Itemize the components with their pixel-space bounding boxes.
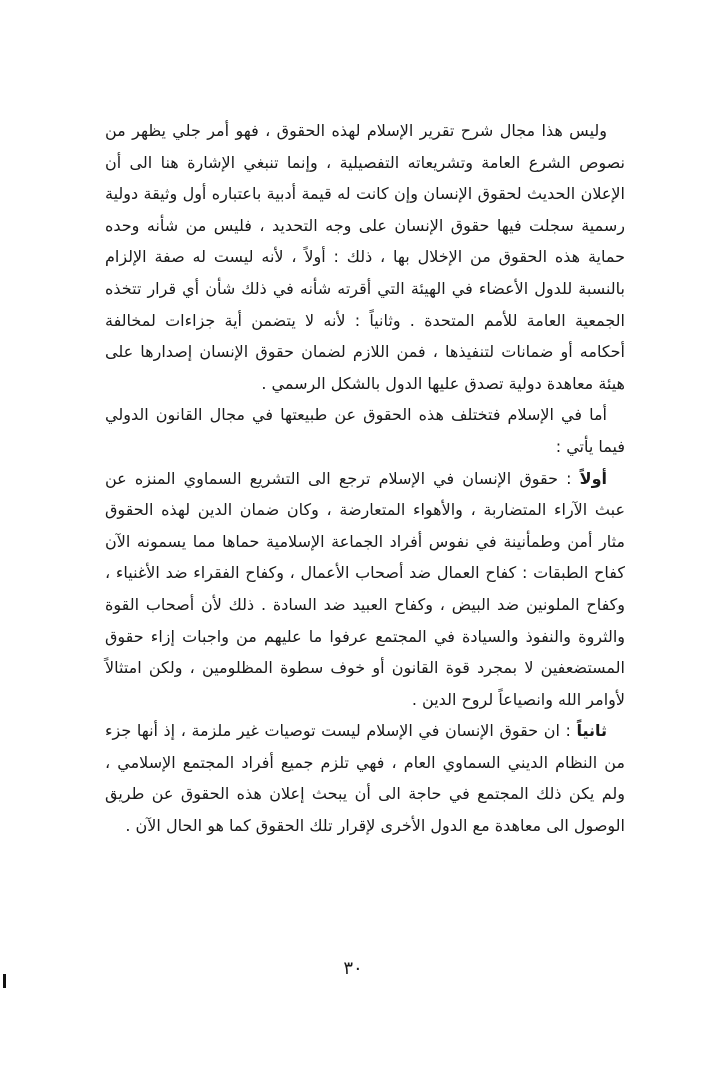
- paragraph-3-lead: أولاً: [579, 468, 607, 488]
- paragraph-4: [105, 715, 625, 841]
- page-number: ٣٠: [343, 958, 363, 979]
- paragraph-4-lead: ثانياً: [576, 721, 607, 741]
- paragraph-2: [105, 399, 625, 462]
- paragraph-1: [105, 115, 625, 399]
- paragraph-4-text: : ان حقوق الإنسان في الإسلام ليست توصيات غير ملزمة ، إذ أنها جزء من النظام الديني السماوي العام ، فهي تلزم جميع أفراد المجتمع الإسلامي ، ولم يكن ذلك المجتمع في حاجة الى أن يبحث إعلان هذه الحقوق عن طريق الوصول الى معاهدة مع الدول الأخرى لإقرار تلك الحقوق كما هو الحال الآن .: [105, 721, 625, 836]
- paragraph-3-text: : حقوق الإنسان في الإسلام ترجع الى التشريع السماوي المنزه عن عبث الآراء المتضاربة ، والأهواء المتعارضة ، وكان ضمان الدين لهذه الحقوق مثار أمن وطمأنينة في نفوس أفراد الجماعة الإسلامية حماها مما يسمونه الآن كفاح الطبقات : كفاح العمال ضد أصحاب الأعمال ، وكفاح الفقراء ضد الأغنياء ، وكفاح الملونين ضد البيض ، وكفاح العبيد ضد السادة . ذلك لأن أصحاب القوة والثروة والنفوذ والسيادة في المجتمع عرفوا ما عليهم من واجبات إزاء حقوق المستضعفين لا بمجرد قوة القانون أو خوف سطوة المظلومين ، ولكن امتثالاً لأوامر الله وانصياعاً لروح الدين .: [105, 468, 625, 709]
- paragraph-1-text: وليس هذا مجال شرح تقرير الإسلام لهذه الحقوق ، فهو أمر جلي يظهر من نصوص الشرع العامة وتشريعاته التفصيلية ، وإنما تنبغي الإشارة هنا الى أن الإعلان الحديث لحقوق الإنسان وإن كانت له قيمة أدبية باعتباره أول وثيقة دولية رسمية سجلت فيها حقوق الإنسان على وجه التحديد ، فليس من شأنه وحده حماية هذه الحقوق من الإخلال بها ، ذلك : أولاً ، لأنه ليست له صفة الإلزام بالنسبة للدول الأعضاء في الهيئة التي أقرته شأنه في ذلك شأن أي قرار تتخذه الجمعية العامة للأمم المتحدة . وثانياً : لأنه لا يتضمن أية جزاءات لمخالفة أحكامه أو ضمانات لتنفيذها ، فمن اللازم لضمان حقوق الإنسان إصدارها على هيئة معاهدة دولية تصدق عليها الدول بالشكل الرسمي .: [105, 121, 625, 393]
- paragraph-3: [105, 463, 625, 716]
- paragraph-2-text: أما في الإسلام فتختلف هذه الحقوق عن طبيعتها في مجال القانون الدولي فيما يأتي :: [105, 405, 625, 456]
- body-text: [105, 115, 625, 842]
- scan-edge-mark: [3, 974, 6, 988]
